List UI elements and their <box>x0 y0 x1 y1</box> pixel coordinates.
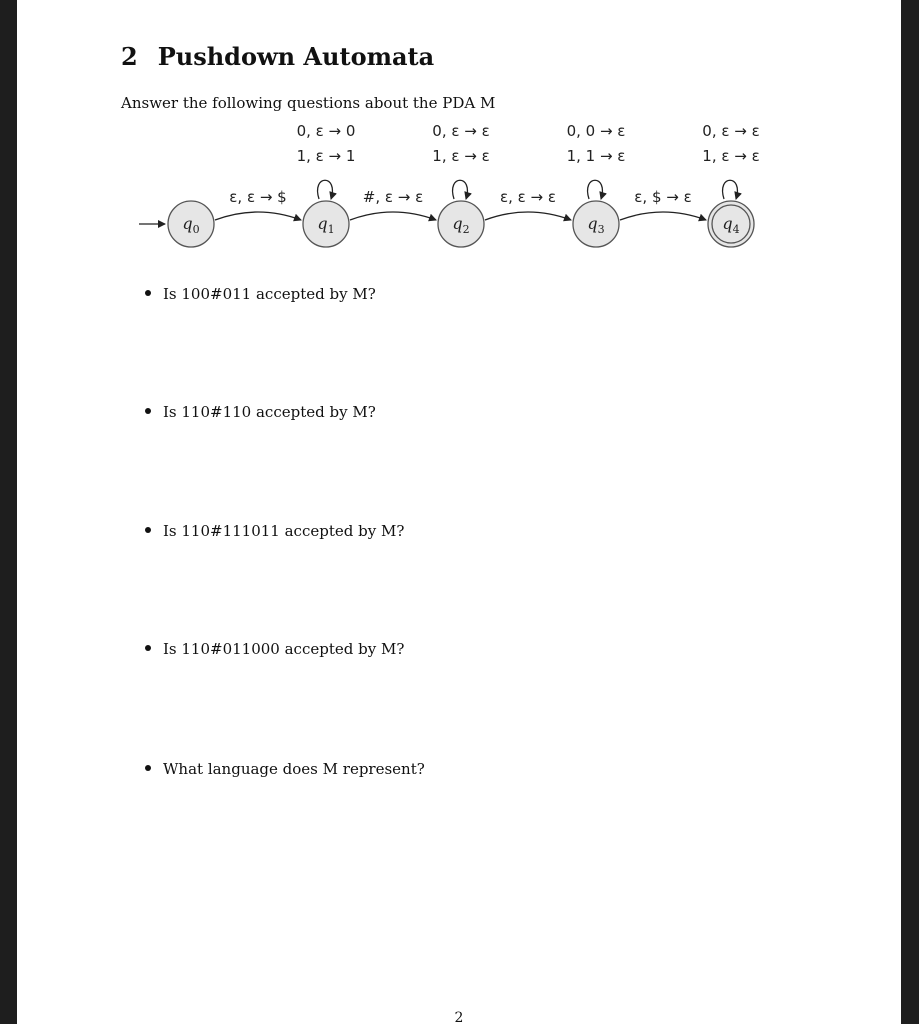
section-heading <box>121 42 434 71</box>
loop-label-q2-line1: 0, ε → ε <box>432 122 490 140</box>
document-page <box>17 0 901 1024</box>
loop-label-q2-line2: 1, ε → ε <box>432 147 490 165</box>
self-loop-q1 <box>318 180 333 199</box>
question-item <box>145 403 376 421</box>
question-text: Is 110#111011 accepted by M? <box>163 522 405 540</box>
pda-diagram <box>117 112 777 262</box>
bullet-icon <box>145 645 151 651</box>
transition-label-q0-q1: ε, ε → $ <box>229 188 287 206</box>
section-title: Pushdown Automata <box>157 42 435 71</box>
question-text: Is 110#110 accepted by M? <box>163 403 376 421</box>
state-label-q3: $q_3$ <box>587 214 605 236</box>
question-item <box>145 760 425 778</box>
question-item <box>145 285 376 303</box>
intro-text: Answer the following questions about the PDA M <box>121 94 496 112</box>
loop-label-q3-line2: 1, 1 → ε <box>566 147 626 165</box>
self-loop-q3 <box>588 180 603 199</box>
state-label-q2: $q_2$ <box>452 214 470 236</box>
transition-arrow-q3-q4 <box>620 212 706 220</box>
question-text: Is 100#011 accepted by M? <box>163 285 376 303</box>
question-text: Is 110#011000 accepted by M? <box>163 640 405 658</box>
loop-label-q4-line1: 0, ε → ε <box>702 122 760 140</box>
state-label-q4: $q_4$ <box>722 214 740 236</box>
transition-arrow-q2-q3 <box>485 212 571 220</box>
loop-label-q3-line1: 0, 0 → ε <box>566 122 626 140</box>
transition-label-q3-q4: ε, $ → ε <box>634 188 692 206</box>
self-loop-q4 <box>723 180 738 199</box>
question-text: What language does M represent? <box>163 760 425 778</box>
state-label-q1: $q_1$ <box>317 214 335 236</box>
page-number: 2 <box>454 1010 464 1024</box>
question-item <box>145 640 404 658</box>
bullet-icon <box>145 408 151 414</box>
loop-label-q4-line2: 1, ε → ε <box>702 147 760 165</box>
transition-label-q1-q2: #, ε → ε <box>362 188 424 206</box>
section-number: 2 <box>121 42 138 71</box>
loop-label-q1-line2: 1, ε → 1 <box>296 147 356 165</box>
loop-label-q1-line1: 0, ε → 0 <box>296 122 356 140</box>
state-label-q0: $q_0$ <box>182 214 200 236</box>
bullet-icon <box>145 290 151 296</box>
bullet-icon <box>145 765 151 771</box>
transition-arrow-q1-q2 <box>350 212 436 220</box>
self-loop-q2 <box>453 180 468 199</box>
bullet-icon <box>145 527 151 533</box>
transition-arrow-q0-q1 <box>215 212 301 220</box>
transition-label-q2-q3: ε, ε → ε <box>500 188 556 206</box>
question-item <box>145 522 404 540</box>
